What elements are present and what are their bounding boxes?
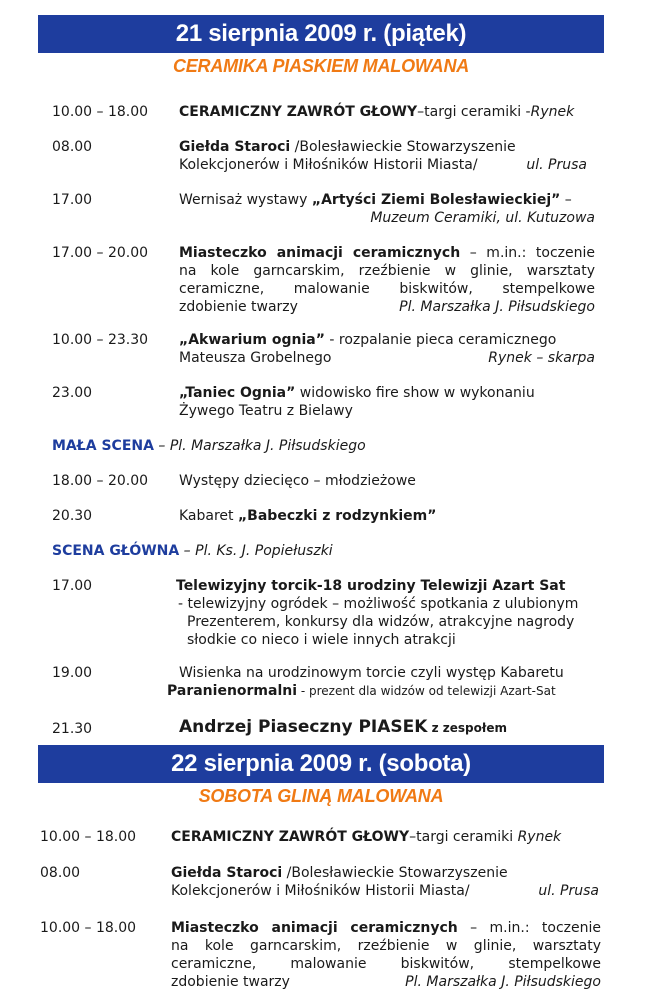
event-place: Pl. Marszałka J. Piłsudskiego <box>399 299 595 315</box>
event-place: ul. Prusa <box>538 883 599 899</box>
event-text: Kolekcjonerów i Miłośników Historii Miasta/ <box>171 883 470 899</box>
event-place: Muzeum Ceramiki, ul. Kutuzowa <box>370 210 595 226</box>
event-text: –targi ceramiki <box>409 829 518 845</box>
event-text: na kole garncarskim, rzeźbienie w glinie, warsztaty <box>179 263 595 279</box>
event-time: 10.00 – 23.30 <box>52 332 149 348</box>
event-title: „Taniec Ognia” <box>179 385 296 401</box>
event-text: –targi ceramiki - <box>417 104 531 120</box>
event-text: Prezenterem, konkursy dla widzów, atrakcyjne nagrody <box>187 614 575 630</box>
event-text: z zespołem <box>427 721 507 735</box>
event-time: 08.00 <box>52 139 93 155</box>
event-place: ul. Prusa <box>526 157 587 173</box>
event-text: – m.in.: toczenie <box>457 920 601 936</box>
event-description <box>179 103 574 121</box>
event-title: Telewizyjny torcik-18 urodziny Telewizji Azart Sat <box>176 578 566 594</box>
event-description <box>179 718 507 737</box>
event-description <box>179 331 595 367</box>
event-description: Występy dziecięco – młodzieżowe <box>179 473 416 489</box>
event-time: 17.00 <box>52 192 93 208</box>
event-description <box>167 682 556 700</box>
day1-subtitle: CERAMIKA PIASKIEM MALOWANA <box>172 56 470 76</box>
event-description <box>176 577 596 649</box>
event-title: Miasteczko animacji ceramicznych <box>179 245 461 261</box>
event-text: Kabaret <box>179 508 238 524</box>
event-text: Wernisaż wystawy <box>179 192 312 208</box>
event-description <box>179 138 595 174</box>
stage-place: – Pl. Ks. J. Popiełuszki <box>179 543 333 559</box>
event-text: ceramiczne, malowanie biskwitów, stempelkowe <box>171 956 601 972</box>
event-title: CERAMICZNY ZAWRÓT GŁOWY <box>171 829 410 845</box>
event-text: Kolekcjonerów i Miłośników Historii Miasta/ <box>179 157 478 173</box>
event-text: Żywego Teatru z Bielawy <box>179 403 353 419</box>
event-time: 19.00 <box>52 665 93 681</box>
event-time: 23.00 <box>52 385 93 401</box>
day2-banner: 22 sierpnia 2009 r. (sobota) <box>38 745 604 783</box>
event-time: 17.00 – 20.00 <box>52 245 149 261</box>
event-description <box>179 507 436 525</box>
event-text: zdobienie twarzy <box>171 974 290 990</box>
event-text: widowisko fire show w wykonaniu <box>295 385 535 401</box>
event-description <box>179 384 595 420</box>
event-text: Mateusza Grobelnego <box>179 350 332 366</box>
event-time: 10.00 – 18.00 <box>40 829 137 845</box>
event-time: 08.00 <box>40 865 81 881</box>
event-time: 20.30 <box>52 508 93 524</box>
event-text: słodkie co nieco i wiele innych atrakcji <box>187 632 456 648</box>
stage-heading-glowna <box>52 542 333 560</box>
event-text: - prezent dla widzów od telewizji Azart-Sat <box>297 684 556 698</box>
event-place: Rynek – skarpa <box>488 350 595 366</box>
event-text: – <box>560 192 572 208</box>
day2-subtitle: SOBOTA GLINĄ MALOWANA <box>198 786 444 806</box>
event-description <box>179 191 595 227</box>
event-title: CERAMICZNY ZAWRÓT GŁOWY <box>179 104 418 120</box>
event-text: - rozpalanie pieca ceramicznego <box>324 332 557 348</box>
event-time: 17.00 <box>52 578 93 594</box>
event-text: Wisienka na urodzinowym torcie czyli występ Kabaretu <box>179 665 564 681</box>
stage-heading-mala <box>52 437 366 455</box>
day1-banner: 21 sierpnia 2009 r. (piątek) <box>38 15 604 53</box>
event-place: Rynek <box>517 829 562 845</box>
event-place: Pl. Marszałka J. Piłsudskiego <box>405 974 601 990</box>
event-text: – m.in.: toczenie <box>460 245 595 261</box>
event-title: „Babeczki z rodzynkiem” <box>237 508 437 524</box>
event-text: zdobienie twarzy <box>179 299 298 315</box>
event-description <box>179 244 595 316</box>
event-text: /Bolesławieckie Stowarzyszenie <box>290 139 516 155</box>
event-description <box>171 864 599 900</box>
event-time: 10.00 – 18.00 <box>52 104 149 120</box>
event-description <box>171 828 561 846</box>
event-text: na kole garncarskim, rzeźbienie w glinie, warsztaty <box>171 938 601 954</box>
event-description <box>171 919 601 991</box>
event-title: Andrzej Piaseczny PIASEK <box>179 717 428 737</box>
event-title: Giełda Staroci <box>179 139 291 155</box>
event-text: /Bolesławieckie Stowarzyszenie <box>282 865 508 881</box>
stage-place: – Pl. Marszałka J. Piłsudskiego <box>153 438 366 454</box>
event-title: „Artyści Ziemi Bolesławieckiej” <box>311 192 561 208</box>
event-time: 18.00 – 20.00 <box>52 473 149 489</box>
event-time: 21.30 <box>52 721 93 737</box>
event-time: 10.00 – 18.00 <box>40 920 137 936</box>
event-text: - telewizyjny ogródek – możliwość spotkania z ulubionym <box>178 596 579 612</box>
event-title: „Akwarium ognia” <box>179 332 325 348</box>
event-title: Paranienormalni <box>167 683 298 699</box>
event-text: ceramiczne, malowanie biskwitów, stempelkowe <box>179 281 595 297</box>
stage-label: SCENA GŁÓWNA <box>52 543 180 559</box>
stage-label: MAŁA SCENA <box>52 438 154 454</box>
event-title: Giełda Staroci <box>171 865 283 881</box>
event-place: Rynek <box>530 104 575 120</box>
event-title: Miasteczko animacji ceramicznych <box>171 920 458 936</box>
